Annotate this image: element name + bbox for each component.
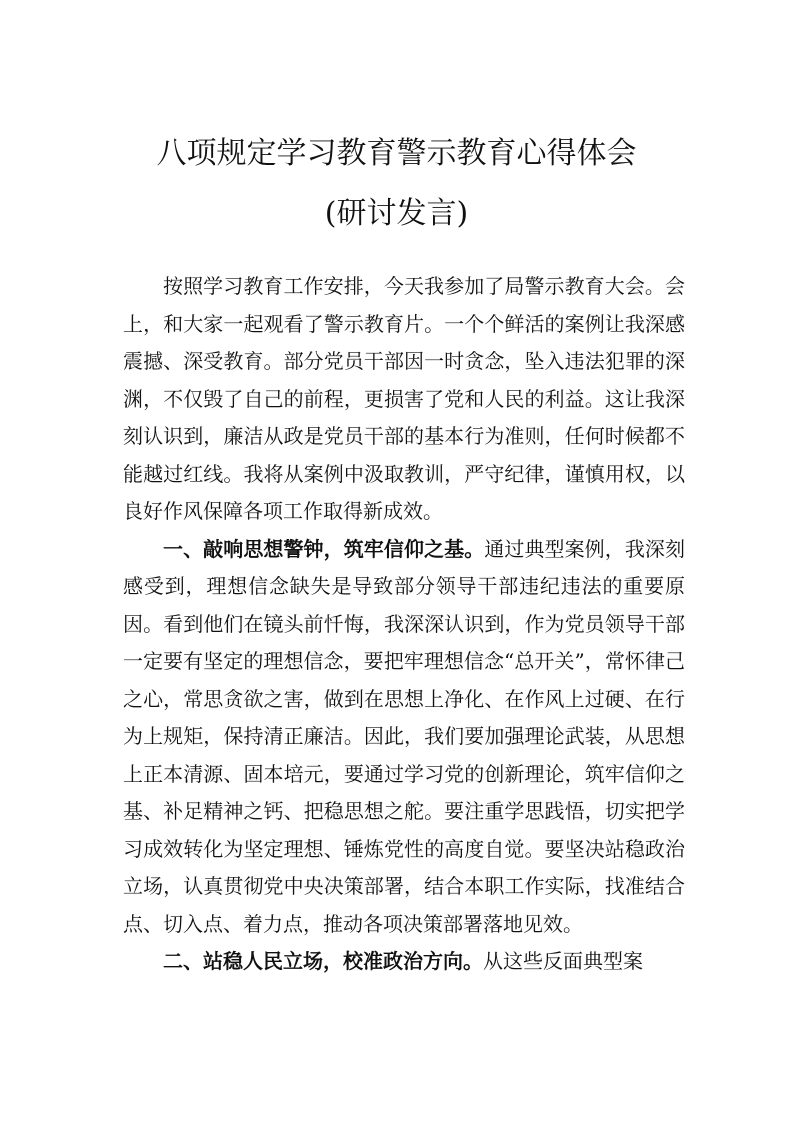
document-subtitle: (研讨发言): [324, 196, 469, 231]
section-one-heading: 一、敲响思想警钟，筑牢信仰之基。: [163, 536, 485, 561]
section-two-paragraph: [123, 943, 685, 981]
section-two-heading: 二、站稳人民立场，校准政治方向。: [163, 949, 483, 973]
intro-paragraph: [123, 268, 685, 531]
section-one-text: 通过典型案例，我深刻感受到，理想信念缺失是导致部分领导干部违纪违法的重要原因。看到他们在镜头前忏悔，我深深认识到，作为党员领导干部一定要有坚定的理想信念，要把牢理想信念“总开关”，常怀律己之心，常思贪欲之害，做到在思想上净化、在作风上过硬、在行为上规矩，保持清正廉洁。因此，我们要加强理论武装，从思想上正本清源、固本培元，要通过学习党的创新理论，筑牢信仰之基、补足精神之钙、把稳思想之舵。要注重学思践悟，切实把学习成效转化为坚定理想、锤炼党性的高度自觉。要坚决站稳政治立场，认真贯彻党中央决策部署，结合本职工作实际，找准结合点、切入点、着力点，推动各项决策部署落地见效。: [123, 536, 686, 936]
section-two-text: 从这些反面典型案: [483, 949, 643, 973]
document-body: [123, 268, 685, 981]
intro-paragraph-text: 按照学习教育工作安排，今天我参加了局警示教育大会。会上，和大家一起观看了警示教育片。一个个鲜活的案例让我深感震撼、深受教育。部分党员干部因一时贪念，坠入违法犯罪的深渊，不仅毁了自己的前程，更损害了党和人民的利益。这让我深刻认识到，廉洁从政是党员干部的基本行为准则，任何时候都不能越过红线。我将从案例中汲取教训，严守纪律，谨慎用权，以良好作风保障各项工作取得新成效。: [123, 274, 685, 523]
document-title: 八项规定学习教育警示教育心得体会: [156, 136, 637, 171]
section-one-paragraph: [123, 531, 685, 944]
